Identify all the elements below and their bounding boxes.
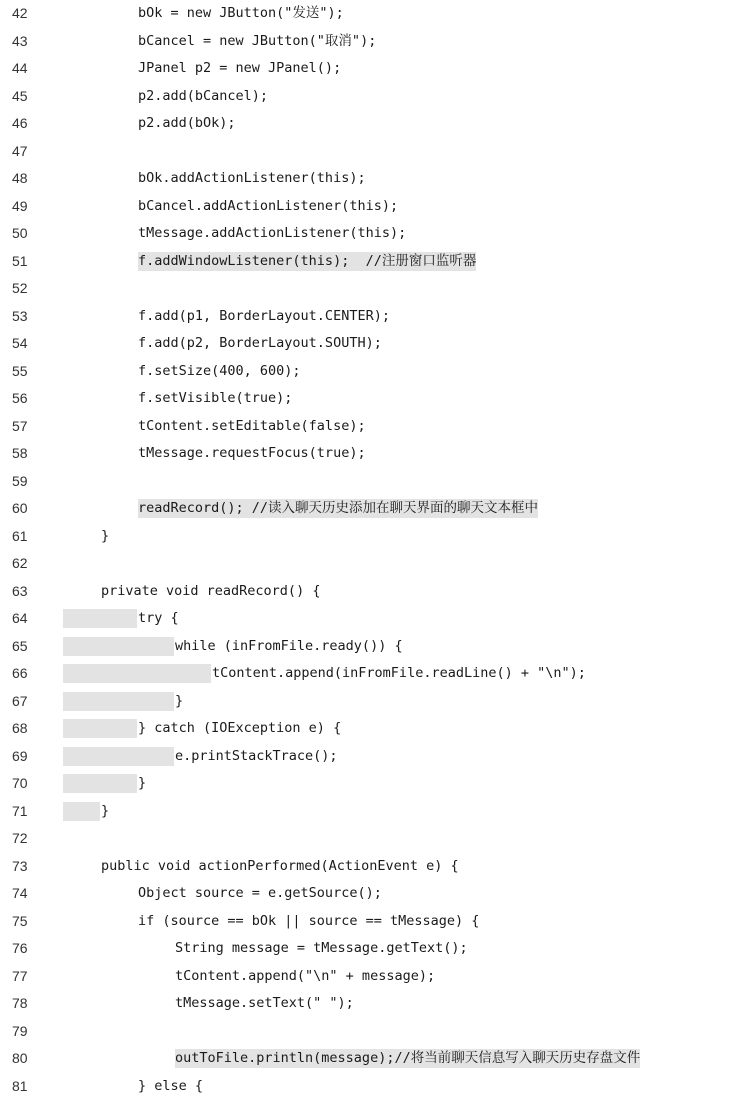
code-text: f.add(p2, BorderLayout.SOUTH); — [138, 335, 382, 351]
code-line — [0, 385, 753, 413]
line-number: 52 — [12, 280, 28, 296]
line-number: 65 — [12, 637, 28, 654]
code-text: private void readRecord() { — [101, 582, 321, 599]
code-line — [0, 413, 753, 441]
code-line — [0, 165, 753, 193]
line-number: 44 — [12, 60, 28, 76]
code-text: p2.add(bOk); — [138, 115, 236, 131]
line-number: 67 — [12, 692, 28, 709]
code-line — [0, 248, 753, 276]
line-number: 47 — [12, 142, 28, 159]
line-number: 55 — [12, 362, 28, 379]
code-line — [0, 303, 753, 331]
line-number: 53 — [12, 307, 28, 324]
line-number: 76 — [12, 940, 28, 956]
code-line — [0, 440, 753, 468]
code-line — [0, 908, 753, 936]
line-number: 77 — [12, 967, 28, 984]
line-number: 43 — [12, 32, 28, 49]
code-line — [0, 770, 753, 798]
line-number: 59 — [12, 472, 28, 489]
line-number: 56 — [12, 390, 28, 406]
highlight-bar — [63, 637, 174, 656]
line-number: 71 — [12, 802, 28, 819]
code-text: String message = tMessage.getText(); — [175, 940, 468, 956]
code-text: bOk = new JButton("发送"); — [138, 5, 344, 21]
code-line — [0, 0, 753, 28]
line-number: 66 — [12, 665, 28, 681]
line-number: 42 — [12, 5, 28, 21]
line-number: 79 — [12, 1022, 28, 1039]
code-text: } else { — [138, 1077, 204, 1094]
highlight-bar — [63, 692, 174, 711]
code-line — [0, 358, 753, 386]
line-number: 78 — [12, 995, 28, 1011]
code-line — [0, 193, 753, 221]
code-line — [0, 633, 753, 661]
code-line — [0, 715, 753, 743]
line-number: 64 — [12, 610, 28, 626]
code-text: p2.add(bCancel); — [138, 87, 269, 104]
code-line — [0, 1045, 753, 1073]
line-number: 74 — [12, 885, 28, 901]
highlight-bar — [63, 719, 137, 738]
code-text: tMessage.addActionListener(this); — [138, 225, 407, 241]
code-line — [0, 605, 753, 633]
line-number: 58 — [12, 445, 28, 461]
line-number: 70 — [12, 775, 28, 791]
highlight-bar — [63, 664, 211, 683]
code-line — [0, 550, 753, 578]
code-line — [0, 743, 753, 771]
code-text: bCancel = new JButton("取消"); — [138, 32, 377, 49]
code-text: } — [101, 802, 110, 819]
code-line — [0, 138, 753, 166]
code-line — [0, 853, 753, 881]
code-line — [0, 495, 753, 523]
line-number: 75 — [12, 912, 28, 929]
code-line — [0, 28, 753, 56]
code-line — [0, 523, 753, 551]
code-line — [0, 825, 753, 853]
code-text: f.setVisible(true); — [138, 390, 293, 406]
code-text: public void actionPerformed(ActionEvent e) { — [101, 857, 459, 874]
code-text: tContent.setEditable(false); — [138, 417, 366, 434]
code-line — [0, 578, 753, 606]
code-text: Object source = e.getSource(); — [138, 885, 382, 901]
code-text: tMessage.setText(" "); — [175, 995, 354, 1011]
code-line — [0, 220, 753, 248]
line-number: 45 — [12, 87, 28, 104]
code-line — [0, 110, 753, 138]
line-number: 57 — [12, 417, 28, 434]
code-line — [0, 330, 753, 358]
code-text: e.printStackTrace(); — [175, 747, 338, 764]
highlight-bar — [63, 802, 100, 821]
line-number: 62 — [12, 555, 28, 571]
code-text: if (source == bOk || source == tMessage) { — [138, 912, 480, 929]
code-line — [0, 1073, 753, 1101]
line-number: 50 — [12, 225, 28, 241]
code-text: bCancel.addActionListener(this); — [138, 197, 399, 214]
code-text: JPanel p2 = new JPanel(); — [138, 60, 342, 76]
line-number: 46 — [12, 115, 28, 131]
code-line — [0, 55, 753, 83]
line-number: 61 — [12, 527, 28, 544]
code-text: tContent.append("\n" + message); — [175, 967, 436, 984]
code-line — [0, 1018, 753, 1046]
code-text: f.addWindowListener(this); //注册窗口监听器 — [138, 252, 477, 269]
code-text: tMessage.requestFocus(true); — [138, 445, 366, 461]
code-line — [0, 660, 753, 688]
code-line — [0, 935, 753, 963]
code-line — [0, 880, 753, 908]
line-number: 72 — [12, 830, 28, 846]
code-line — [0, 798, 753, 826]
code-text: tContent.append(inFromFile.readLine() + "\n"); — [212, 665, 586, 681]
code-line — [0, 275, 753, 303]
code-text: readRecord(); //读入聊天历史添加在聊天界面的聊天文本框中 — [138, 500, 539, 516]
line-number: 80 — [12, 1050, 28, 1066]
code-line — [0, 688, 753, 716]
line-number: 69 — [12, 747, 28, 764]
code-text: f.setSize(400, 600); — [138, 362, 301, 379]
code-text: bOk.addActionListener(this); — [138, 170, 366, 186]
line-number: 48 — [12, 170, 28, 186]
code-line — [0, 83, 753, 111]
code-text: f.add(p1, BorderLayout.CENTER); — [138, 307, 390, 324]
code-line — [0, 468, 753, 496]
highlight-bar — [63, 774, 137, 793]
code-line — [0, 990, 753, 1018]
highlight-bar — [63, 609, 137, 628]
highlight-bar — [63, 747, 174, 766]
line-number: 63 — [12, 582, 28, 599]
line-number: 81 — [12, 1077, 28, 1094]
line-number: 73 — [12, 857, 28, 874]
line-number: 60 — [12, 500, 28, 516]
line-number: 51 — [12, 252, 28, 269]
code-line — [0, 963, 753, 991]
line-number: 68 — [12, 720, 28, 736]
line-number: 54 — [12, 335, 28, 351]
code-text: } — [175, 692, 184, 709]
code-text: try { — [138, 610, 179, 626]
code-text: } catch (IOException e) { — [138, 720, 342, 736]
code-text: } — [138, 775, 147, 791]
code-text: while (inFromFile.ready()) { — [175, 637, 403, 654]
line-number: 49 — [12, 197, 28, 214]
code-text: } — [101, 527, 110, 544]
code-text: outToFile.println(message);//将当前聊天信息写入聊天历史存盘文件 — [175, 1050, 641, 1066]
